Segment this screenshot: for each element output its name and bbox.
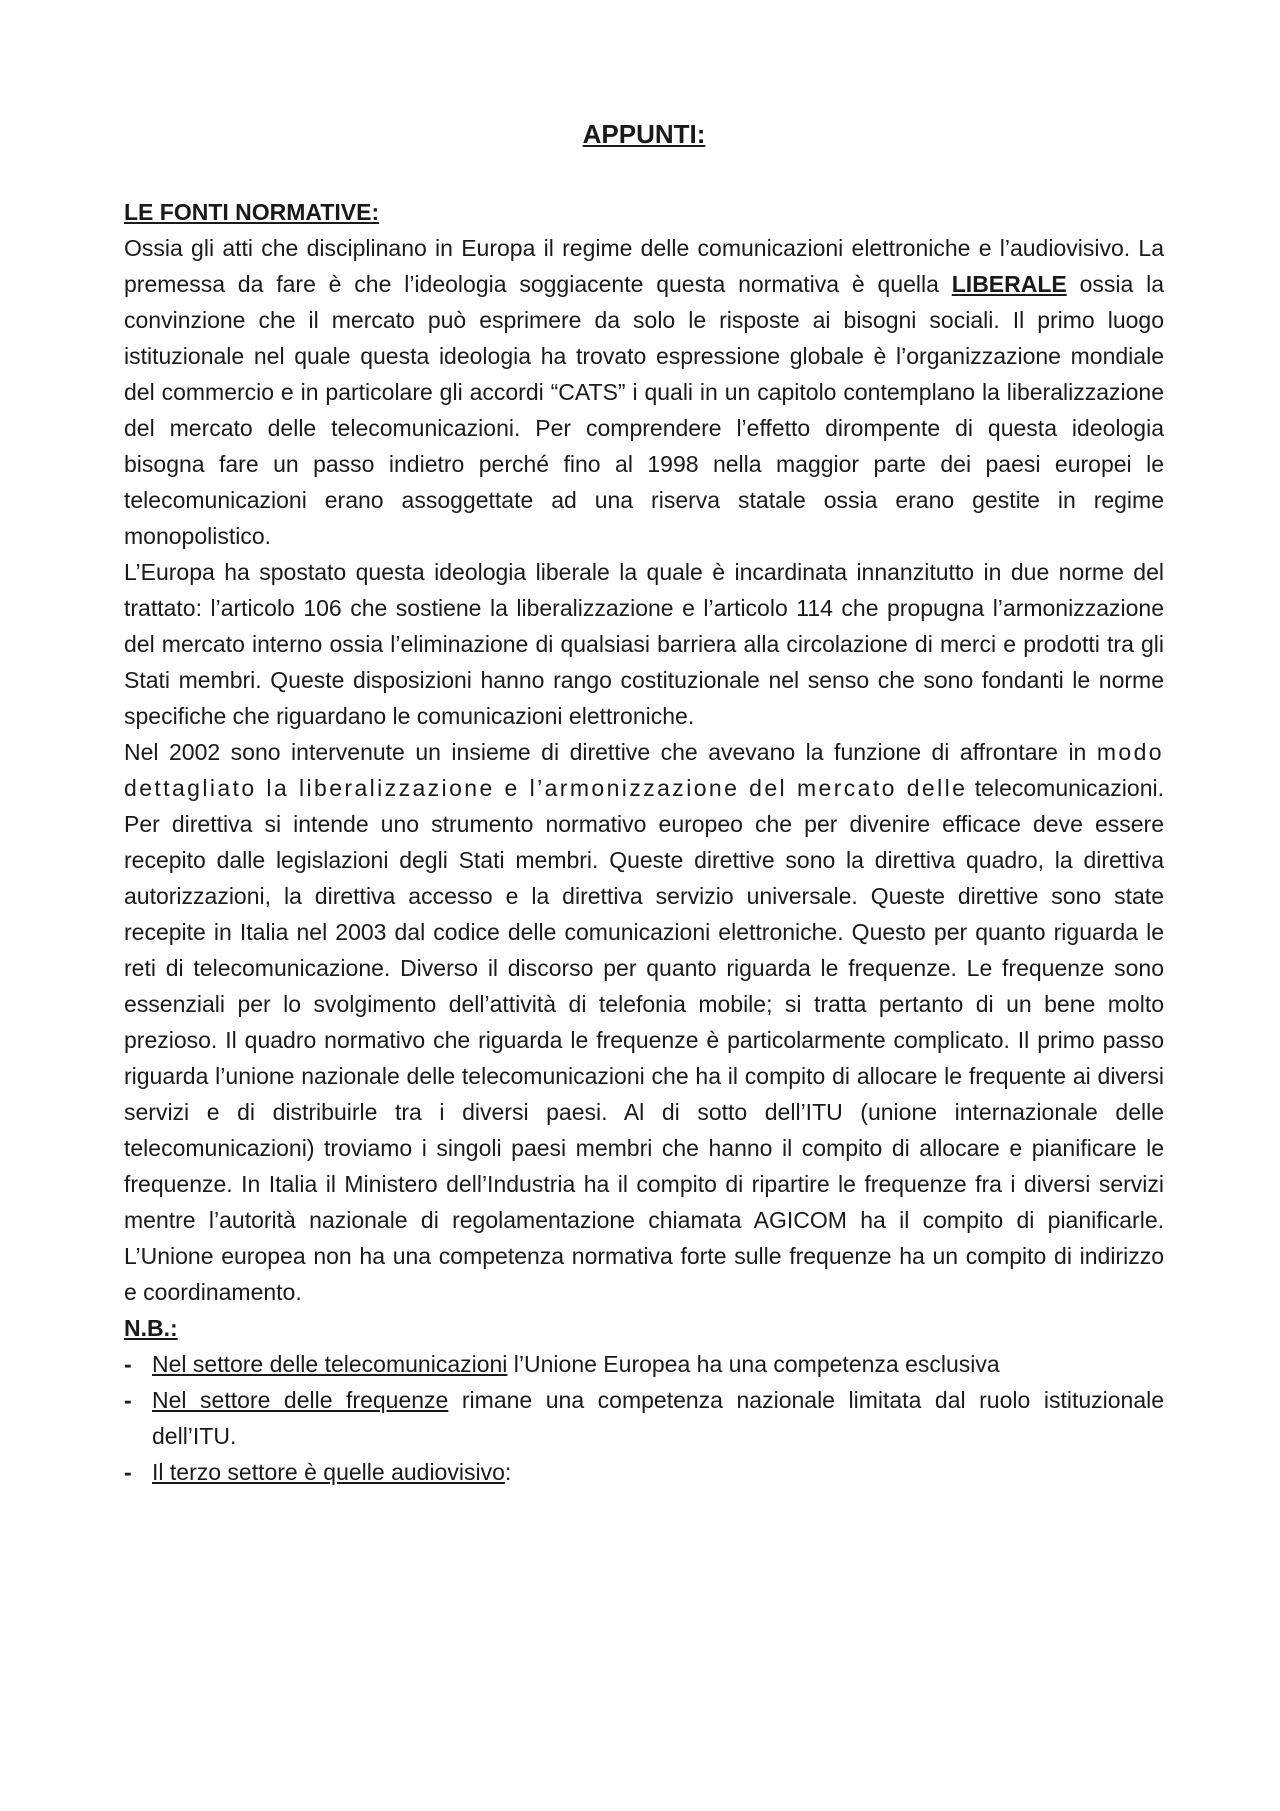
- document-title: APPUNTI:: [582, 119, 706, 149]
- nb-list: [124, 1346, 1164, 1490]
- list-item: [124, 1346, 1164, 1382]
- paragraph-3-line-1: Nel 2002 sono intervenute un insieme di direttive che avevano la funzione di affrontare in: [124, 739, 1087, 765]
- paragraph-1: [124, 230, 1164, 554]
- list-item-text: rimane una competenza nazionale limitata dal ruolo istituzionale dell’ITU.: [152, 1387, 1165, 1449]
- paragraph-2: L’Europa ha spostato questa ideologia liberale la quale è incardinata innanzitutto in due norme del trattato: l’articolo 106 che sostiene la liberalizzazione e l’articolo 114 che propugna l’armonizzazione del mercato interno ossia l’eliminazione di qualsiasi barriera alla circolazione di merci e prodotti tra gli Stati membri. Queste disposizioni hanno rango costituzionale nel senso che sono fondanti le norme specifiche che riguardano le comunicazioni elettroniche.: [124, 559, 1164, 729]
- bullet-dash: -: [124, 1387, 132, 1413]
- section-heading: LE FONTI NORMATIVE:: [124, 199, 380, 225]
- list-item-underlined: Il terzo settore è quelle audiovisivo: [152, 1459, 505, 1485]
- paragraph-3: [124, 734, 1164, 1310]
- document-page: [124, 116, 1164, 1490]
- list-item-text: :: [504, 1459, 512, 1485]
- bullet-dash: -: [124, 1459, 132, 1485]
- paragraph-1-end: ossia la convinzione che il mercato può esprimere da solo le risposte ai bisogni sociali. Il primo luogo istituzionale nel quale questa ideologia ha trovato espressione globale è l’organizzazione mondiale del commercio e in particolare gli accordi “CATS” i quali in un capitolo contemplano la liberalizzazione del mercato delle telecomunicazioni. Per comprendere l’effetto dirompente di questa ideologia bisogna fare un passo indietro perché fino al 1998 nella maggior parte dei paesi europei le telecomunicazioni erano assoggettate ad una riserva statale ossia erano gestite in regime monopolistico.: [124, 271, 1164, 549]
- paragraph-3-rest: telecomunicazioni. Per direttiva si intende uno strumento normativo europeo che per divenire efficace deve essere recepito dalle legislazioni degli Stati membri. Queste direttive sono la direttiva quadro, la direttiva autorizzazioni, la direttiva accesso e la direttiva servizio universale. Queste direttive sono state recepite in Italia nel 2003 dal codice delle comunicazioni elettroniche. Questo per quanto riguarda le reti di telecomunicazione. Diverso il discorso per quanto riguarda le frequenze. Le frequenze sono essenziali per lo svolgimento dell’attività di telefonia mobile; si tratta pertanto di un bene molto prezioso. Il quadro normativo che riguarda le frequenze è particolarmente complicato. Il primo passo riguarda l’unione nazionale delle telecomunicazioni che ha il compito di allocare le frequente ai diversi servizi e di distribuirle tra i diversi paesi. Al di sotto dell’ITU (unione internazionale delle telecomunicazioni) troviamo i singoli paesi membri che hanno il compito di allocare e pianificare le frequenze. In Italia il Ministero dell’Industria ha il compito di ripartire le frequenze fra i diversi servizi mentre l’autorità nazionale di regolamentazione chiamata AGICOM ha il compito di pianificarle. L’Unione europea non ha una competenza normativa forte sulle frequenze ha un compito di indirizzo e coordinamento.: [124, 775, 1164, 1305]
- list-item-underlined: Nel settore delle telecomunicazioni: [152, 1351, 508, 1377]
- keyword-liberale: LIBERALE: [951, 271, 1067, 297]
- list-item-underlined: Nel settore delle frequenze: [152, 1387, 449, 1413]
- list-item: [124, 1454, 1164, 1490]
- paragraph-3-line-2: modo dettagliato la liberalizzazione e l’armonizzazione del mercato delle: [124, 739, 1164, 801]
- bullet-dash: -: [124, 1351, 132, 1377]
- list-item-text: l’Unione Europea ha una competenza esclusiva: [507, 1351, 1000, 1377]
- nb-heading: N.B.:: [124, 1315, 178, 1341]
- list-item: [124, 1382, 1164, 1454]
- paragraph-1-start: Ossia gli atti che disciplinano in Europa il regime delle comunicazioni elettroniche e l’audiovisivo. La premessa da fare è che l’ideologia soggiacente questa normativa è quella: [124, 235, 1164, 297]
